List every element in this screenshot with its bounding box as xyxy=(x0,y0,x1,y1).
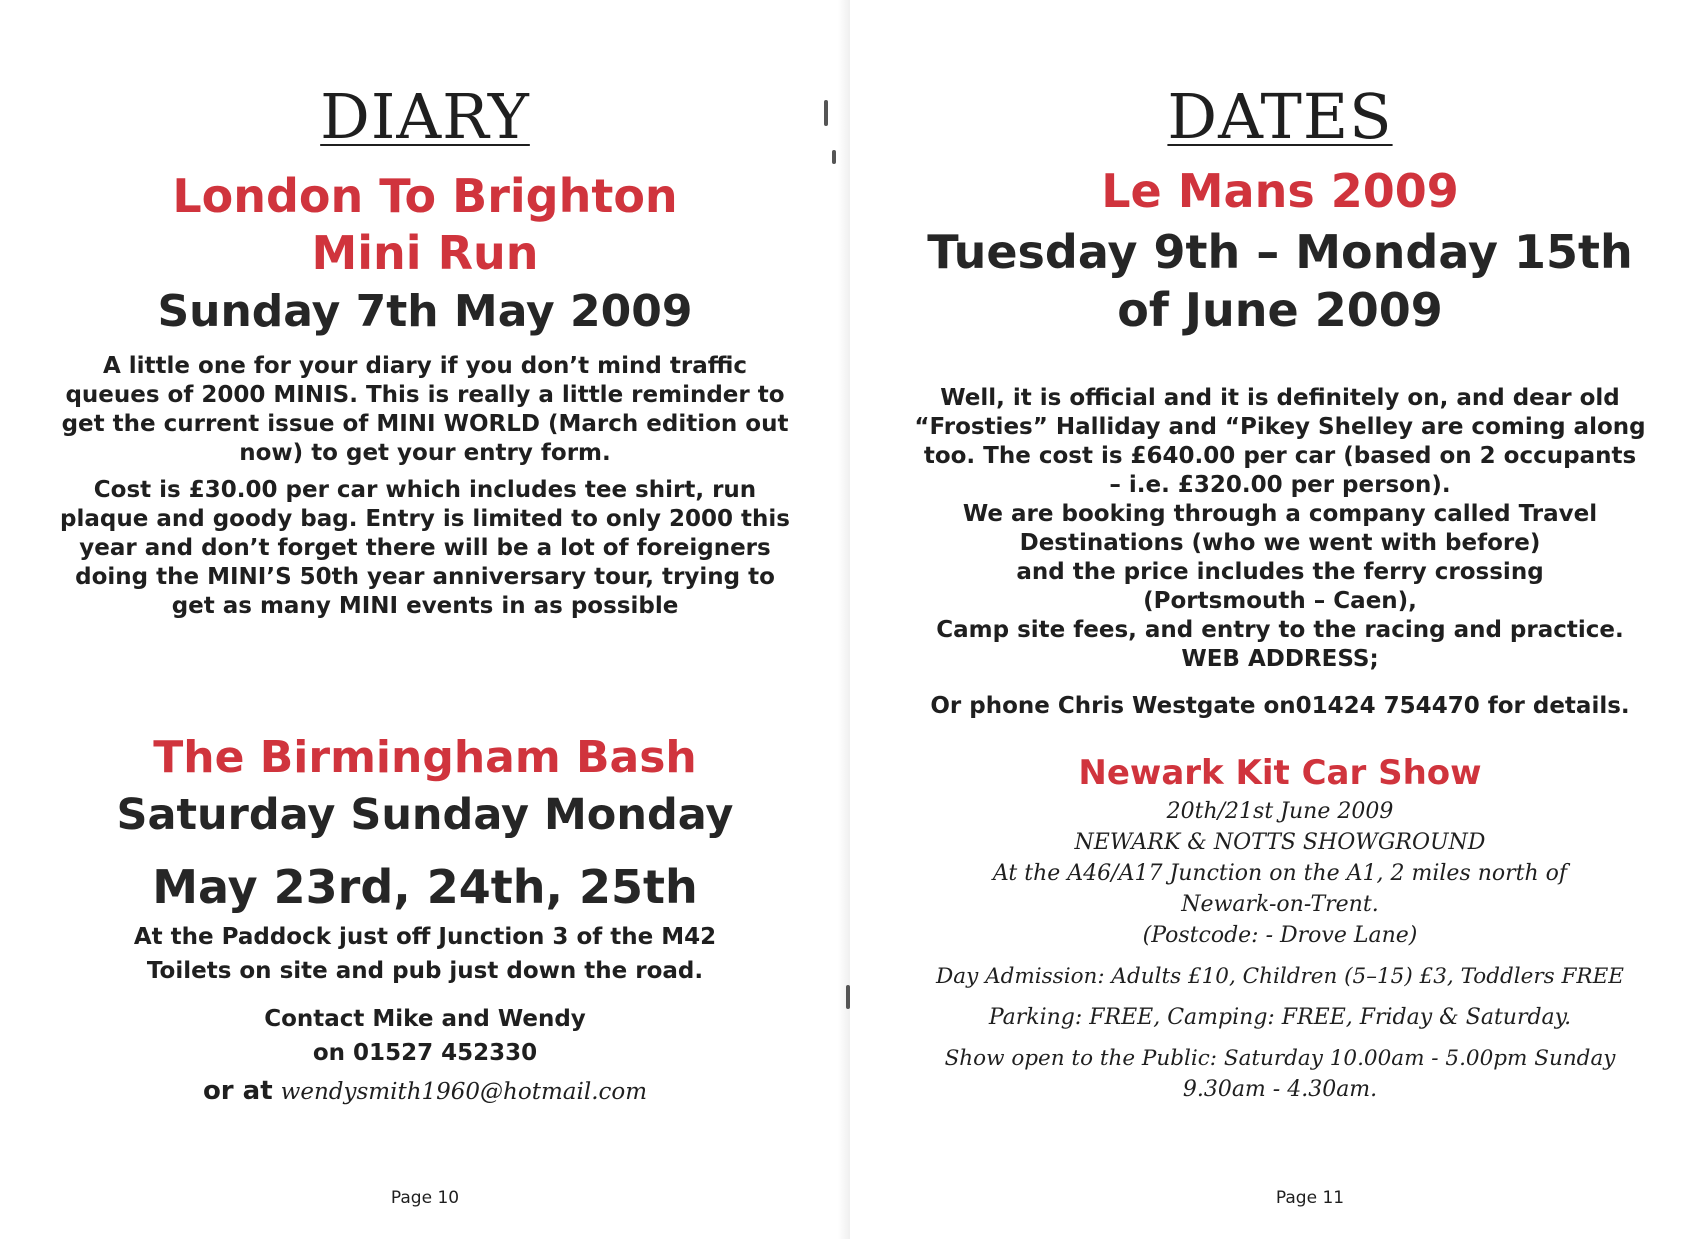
para-line: plaque and goody bag. Entry is limited to only 2000 this xyxy=(60,506,790,532)
para-line: get as many MINI events in as possible xyxy=(171,593,679,619)
event-title-line1: London To Brighton xyxy=(172,169,678,223)
para-line: year and don’t forget there will be a lot of foreigners xyxy=(79,535,771,561)
event-date: Sunday 7th May 2009 xyxy=(157,286,693,337)
location-line: At the Paddock just off Junction 3 of the M42 xyxy=(133,924,717,950)
contact-email: wendysmith1960@hotmail.com xyxy=(280,1079,648,1105)
para-line: Camp site fees, and entry to the racing and practice. xyxy=(936,617,1624,643)
page-right xyxy=(850,0,1704,1239)
event-dates: May 23rd, 24th, 25th xyxy=(152,860,698,914)
phone-line: Or phone Chris Westgate on01424 754470 for details. xyxy=(930,693,1630,719)
parking-line: Parking: FREE, Camping: FREE, Friday & Saturday. xyxy=(988,1005,1572,1030)
para-line: too. The cost is £640.00 per car (based on 2 occupants xyxy=(923,443,1637,469)
admission-line: Day Admission: Adults £10, Children (5–15) £3, Toddlers FREE xyxy=(936,964,1624,989)
london-brighton-description xyxy=(20,352,830,621)
diary-heading-block xyxy=(30,80,820,153)
le-mans-description xyxy=(875,384,1685,721)
dates-heading-block xyxy=(880,80,1680,153)
event-info-line: 20th/21st June 2009 xyxy=(1166,799,1394,824)
para-line: now) to get your entry form. xyxy=(239,440,611,466)
contact-line: Contact Mike and Wendy xyxy=(264,1006,586,1032)
event-info-line: (Postcode: - Drove Lane) xyxy=(1142,923,1418,948)
para-line: Destinations (who we went with before) xyxy=(1019,530,1541,556)
para-line: – i.e. £320.00 per person). xyxy=(1109,472,1451,498)
para-line: (Portsmouth – Caen), xyxy=(1143,588,1417,614)
para-line: We are booking through a company called Travel xyxy=(962,501,1598,527)
event-title: Le Mans 2009 xyxy=(1101,164,1459,218)
london-brighton-event xyxy=(30,168,820,342)
para-line: doing the MINI’S 50th year anniversary tour, trying to xyxy=(75,564,775,590)
show-open-line: 9.30am - 4.30am. xyxy=(1182,1077,1378,1102)
location-line: Toilets on site and pub just down the road. xyxy=(146,958,704,984)
para-line: queues of 2000 MINIS. This is really a little reminder to xyxy=(65,382,785,408)
event-title: The Birmingham Bash xyxy=(153,732,697,783)
newark-event xyxy=(880,750,1680,1105)
event-title-line2: Mini Run xyxy=(311,226,539,280)
page-number: Page 10 xyxy=(390,1188,460,1208)
event-date-line1: Tuesday 9th – Monday 15th xyxy=(927,225,1633,279)
event-info-line: NEWARK & NOTTS SHOWGROUND xyxy=(1074,830,1486,855)
contact-email-line xyxy=(30,1074,820,1109)
para-line: “Frosties” Halliday and “Pikey Shelley are coming along xyxy=(914,414,1646,440)
para-line: and the price includes the ferry crossing xyxy=(1016,559,1544,585)
contact-phone: on 01527 452330 xyxy=(312,1040,538,1066)
diary-heading: DIARY xyxy=(320,80,530,153)
para-line: WEB ADDRESS; xyxy=(1181,646,1379,672)
page-left xyxy=(0,0,850,1239)
para-line: get the current issue of MINI WORLD (March edition out xyxy=(61,411,789,437)
event-info-line: Newark-on-Trent. xyxy=(1181,892,1379,917)
event-date-line2: of June 2009 xyxy=(1117,283,1443,337)
show-open-line: Show open to the Public: Saturday 10.00am - 5.00pm Sunday xyxy=(944,1046,1616,1071)
contact-prefix: or at xyxy=(202,1076,273,1106)
birmingham-bash-event xyxy=(30,730,820,930)
staple-mark xyxy=(832,150,836,164)
event-info-line: At the A46/A17 Junction on the A1, 2 miles north of xyxy=(992,861,1568,886)
le-mans-event xyxy=(880,160,1680,338)
para-line: Well, it is official and it is definitely on, and dear old xyxy=(940,385,1620,411)
staple-mark xyxy=(824,100,828,126)
event-title: Newark Kit Car Show xyxy=(1078,753,1482,793)
event-days: Saturday Sunday Monday xyxy=(116,790,734,840)
para-line: Cost is £30.00 per car which includes tee shirt, run xyxy=(93,477,757,503)
dates-heading: DATES xyxy=(1167,80,1393,153)
birmingham-bash-details xyxy=(30,920,820,1109)
page-number: Page 11 xyxy=(1275,1188,1345,1208)
para-line: A little one for your diary if you don’t mind traffic xyxy=(102,353,747,379)
